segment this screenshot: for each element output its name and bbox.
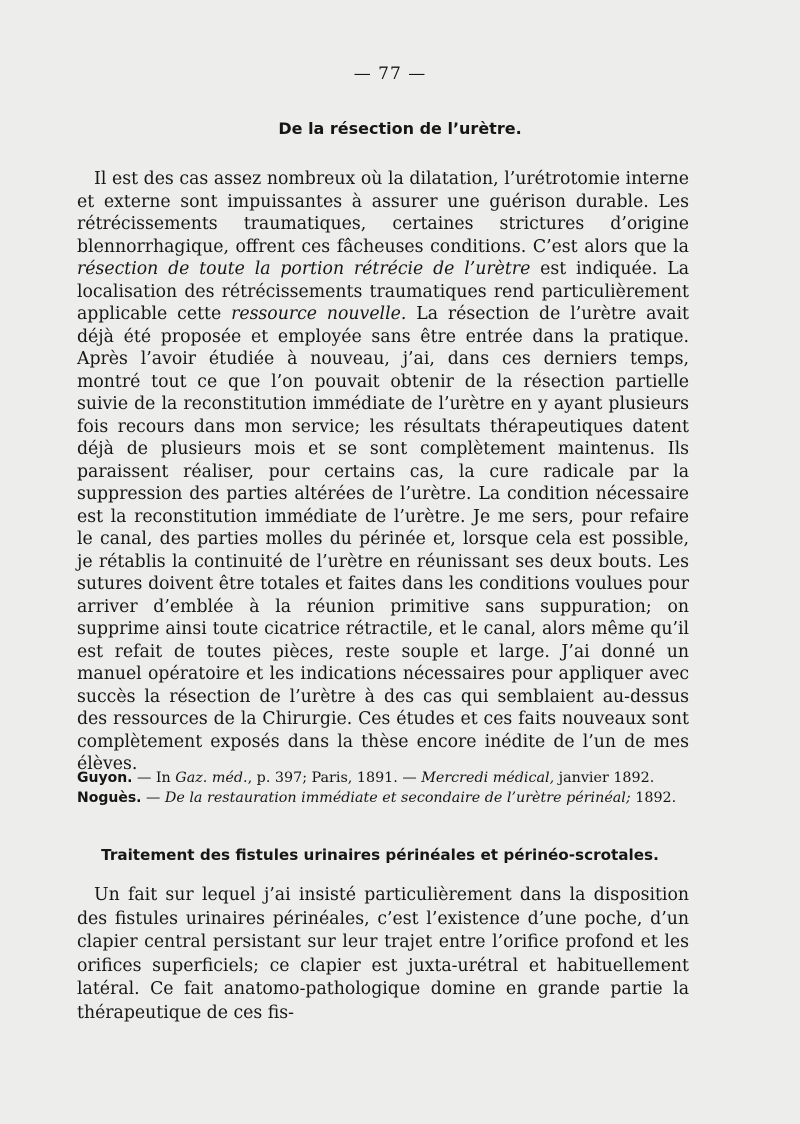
reference-author: Guyon.: [77, 770, 133, 786]
reference-text: , p. 397; Paris, 1891. —: [247, 770, 422, 786]
reference-guyon: [77, 768, 717, 788]
paragraph-text: est indiquée. La localisation des rétrécissements traumatiques rend particulièrement applicable cette: [77, 259, 690, 324]
section-heading-resection: De la résection de l’urètre.: [278, 119, 522, 138]
reference-text: janvier 1892.: [554, 770, 655, 786]
section-body-resection: [77, 168, 689, 776]
reference-journal: Mercredi médical,: [421, 770, 555, 786]
reference-journal: Gaz. méd.: [175, 770, 248, 786]
emphasis-text: ressource nouvelle.: [231, 304, 407, 324]
paragraph-text: La résection de l’urètre avait déjà été proposée et employée sans être entrée dans la pratique. Après l’avoir étudiée à nouveau, j’ai, dans ces derniers temps, montré tout ce que l’on pouvait obtenir de la résection partielle suivie de la reconstitution immédiate de l’urètre en y ayant plusieurs fois recours dans mon service; les résultats thérapeutiques datent déjà de plusieurs mois et se sont complètement maintenus. Ils paraissent réaliser, pour certains cas, la cure radicale par la suppression des parties altérées de l’urètre. La condition nécessaire est la reconstitution immédiate de l’urètre. Je me sers, pour refaire le canal, des parties molles du périnée et, lorsque cela est possible, je rétablis la continuité de l’urètre en réunissant ses deux bouts. Les sutures doivent être totales et faites dans les conditions voulues pour arriver d’emblée à la réunion primitive sans suppuration; on supprime ainsi toute cicatrice rétractile, et le canal, alors même qu’il est refait de toutes pièces, reste souple et large. J’ai donné un manuel opératoire et les indications nécessaires pour appliquer avec succès la résection de l’urètre à des cas qui semblaient au-dessus des ressources de la Chirurgie. Ces études et ces faits nouveaux sont complètement exposés dans la thèse encore inédite de l’un de mes élèves.: [77, 304, 689, 774]
reference-text: —: [141, 790, 165, 806]
paragraph-text: Il est des cas assez nombreux où la dilatation, l’urétrotomie interne et externe sont impuissantes à assurer une guérison durable. Les rétrécissements traumatiques, certaines strictures d’origine blennorrhagique, offrent ces fâcheuses conditions. C’est alors que la: [77, 169, 689, 257]
paragraph: Un fait sur lequel j’ai insisté particulièrement dans la disposition des fistules urinaires périnéales, c’est l’existence d’une poche, d’un clapier central persistant sur leur trajet entre l’orifice profond et les orifices superficiels; ce clapier est juxta-urétral et habituellement latéral. Ce fait anatomo-pathologique domine en grande partie la thérapeutique de ces fis-: [77, 885, 689, 1023]
reference-text: 1892.: [630, 790, 677, 806]
paragraph: [77, 168, 689, 776]
reference-title: De la restauration immédiate et secondaire de l’urètre périnéal;: [164, 790, 631, 806]
reference-author: Noguès.: [77, 790, 142, 806]
section-heading-fistules: Traitement des fistules urinaires périnéales et périnéo-scrotales.: [101, 846, 659, 864]
reference-text: — In: [132, 770, 176, 786]
emphasis-text: résection de toute la portion rétrécie de l’urètre: [77, 259, 531, 279]
page-number: — 77 —: [353, 64, 427, 84]
reference-nogues: [77, 788, 717, 808]
section-body-fistules: [77, 884, 689, 1025]
references: [77, 768, 717, 808]
